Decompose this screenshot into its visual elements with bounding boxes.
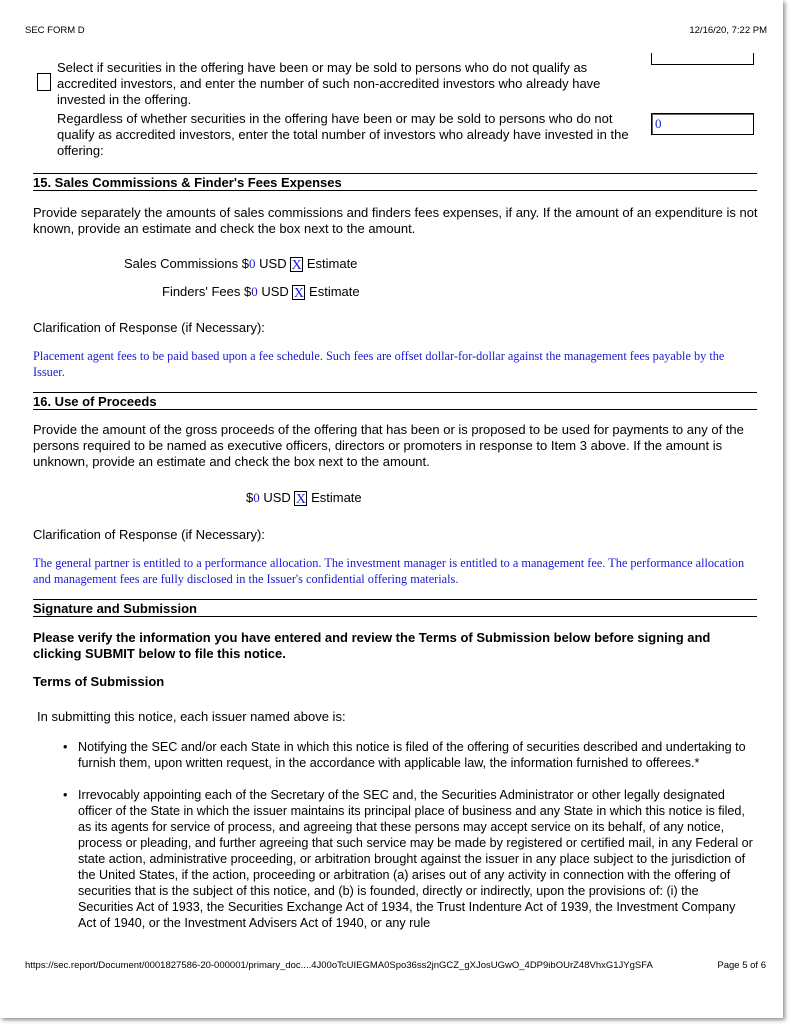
nonaccredited-checkbox[interactable] <box>37 73 51 91</box>
total-investors-input[interactable]: 0 <box>651 113 754 135</box>
nonaccredited-count-input[interactable] <box>651 53 754 65</box>
section-15-title: 15. Sales Commissions & Finder's Fees Expenses <box>33 173 757 191</box>
terms-title: Terms of Submission <box>33 674 165 689</box>
section-15-instructions: Provide separately the amounts of sales commissions and finders fees expenses, if any. If the amount of an expenditure is not known, provide an estimate and check the box next to the amount. <box>33 205 758 236</box>
sales-estimate-checkbox[interactable]: X <box>291 258 302 274</box>
currency-label: USD <box>261 284 289 299</box>
verify-notice: Please verify the information you have entered and review the Terms of Submission below before signing and clicking SUBMIT below to file this notice. <box>33 630 711 661</box>
terms-intro: In submitting this notice, each issuer named above is: <box>37 709 346 724</box>
sales-commissions-value: 0 <box>249 256 256 271</box>
footer-url[interactable]: https://sec.report/Document/0001827586-20-000001/primary_doc....4J00oTcUIEGMA0Spo36ss2jnGCZ_gXJosUGwO_4DP9ibOUrZ48VhxG1JYgSFA <box>25 960 653 971</box>
dollar-sign: $ <box>243 284 252 299</box>
section-15-clarification-text: Placement agent fees to be paid based upon a fee schedule. Such fees are offset dollar-for-dollar against the management fees payable by the Issuer. <box>33 349 725 379</box>
terms-list <box>63 739 753 931</box>
header-title: SEC FORM D <box>25 25 85 36</box>
signature-section-title: Signature and Submission <box>33 599 757 617</box>
terms-bullet-2: • Irrevocably appointing each of the Secretary of the SEC and, the Securities Administrator or other legally designated officer of the State in which the issuer maintains its principal place of business and any State in which this notice is filed, as its agents for service of process, and agreeing that these persons may accept service on its behalf, of any notice, process or pleading, and further agreeing that such service may be made by registered or certified mail, in any Federal or state action, administrative proceeding, or arbitration brought against the issuer in any place subject to the jurisdiction of the United States, if the action, proceeding or arbitration (a) arises out of any activity in connection with the offering of securities that is the subject of this notice, and (b) is founded, directly or indirectly, upon the provisions of: (i) the Securities Act of 1933, the Securities Exchange Act of 1934, the Trust Indenture Act of 1939, the Investment Company Act of 1940, or the Investment Advisers Act of 1940, or any rule <box>63 787 753 931</box>
section-16-clarification-label: Clarification of Response (if Necessary): <box>33 527 265 542</box>
estimate-label: Estimate <box>309 284 360 299</box>
total-investors-text: Regardless of whether securities in the offering have been or may be sold to persons who do not qualify as accredited investors, enter the total number of investors who already have invested in the offering: <box>57 111 629 158</box>
sales-commissions-label: Sales Commissions <box>124 256 239 271</box>
header-datetime: 12/16/20, 7:22 PM <box>689 25 767 36</box>
estimate-label: Estimate <box>311 490 362 505</box>
section-16-clarification-text: The general partner is entitled to a performance allocation. The investment manager is entitled to a management fee. The performance allocation and management fees are fully disclosed in the Issuer's confidential offering materials. <box>33 556 745 586</box>
currency-label: USD <box>259 256 287 271</box>
section-16-instructions: Provide the amount of the gross proceeds of the offering that has been or is proposed to be used for payments to any of the persons required to be named as executive officers, directors or promoters in response to Item 3 above. If the amount is unknown, provide an estimate and check the box next to the amount. <box>33 422 744 469</box>
estimate-label: Estimate <box>306 256 358 271</box>
finders-fees-row <box>162 284 360 300</box>
terms-bullet-1: • Notifying the SEC and/or each State in which this notice is filed of the offering of securities described and undertaking to furnish them, upon written request, in the accordance with applicable law, the information furnished to offerees.* <box>63 739 753 771</box>
proceeds-estimate-checkbox[interactable]: X <box>295 492 306 508</box>
section-15-clarification-label: Clarification of Response (if Necessary): <box>33 320 265 335</box>
nonaccredited-text: Select if securities in the offering have been or may be sold to persons who do not qualify as accredited investors, and enter the number of such non-accredited investors who already have invested in the offering. <box>57 60 601 107</box>
sales-commissions-row <box>124 256 357 272</box>
section-16-title: 16. Use of Proceeds <box>33 392 757 410</box>
finders-fees-value: 0 <box>251 284 258 299</box>
finders-estimate-checkbox[interactable]: X <box>293 286 304 302</box>
dollar-sign: $ <box>241 256 250 271</box>
use-of-proceeds-row <box>246 490 362 506</box>
dollar-sign: $ <box>246 490 254 505</box>
use-of-proceeds-value: 0 <box>253 490 260 505</box>
finders-fees-label: Finders' Fees <box>162 284 241 299</box>
currency-label: USD <box>263 490 291 505</box>
footer-page-number: Page 5 of 6 <box>717 960 766 971</box>
